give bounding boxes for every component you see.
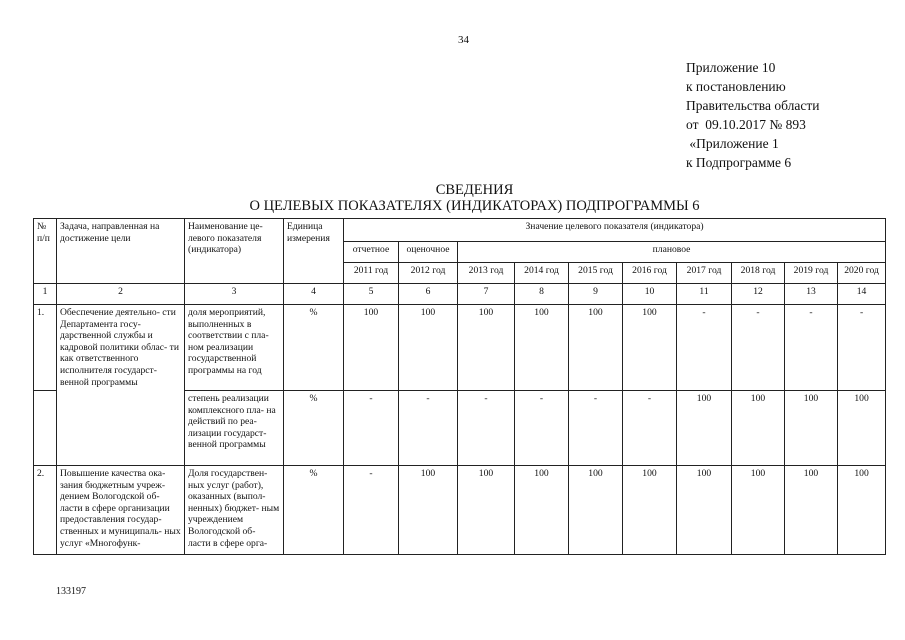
row-number: 2. xyxy=(34,466,57,555)
column-number: 2 xyxy=(57,284,185,305)
value-cell: 100 xyxy=(677,391,732,466)
header-value-group: Значение целевого показателя (индикатора) xyxy=(344,219,886,242)
value-cell: 100 xyxy=(344,305,399,391)
value-cell: 100 xyxy=(623,466,677,555)
value-cell: 100 xyxy=(677,466,732,555)
value-cell: 100 xyxy=(399,305,458,391)
appendix-line: к Подпрограмме 6 xyxy=(686,155,792,170)
value-cell: - xyxy=(838,305,886,391)
appendix-line: к постановлению xyxy=(686,79,786,94)
appendix-line: от 09.10.2017 № 893 xyxy=(686,117,806,132)
header-estimated: оценочное xyxy=(399,242,458,263)
value-cell: 100 xyxy=(732,391,785,466)
column-number: 6 xyxy=(399,284,458,305)
value-cell: 100 xyxy=(399,466,458,555)
value-cell: 100 xyxy=(515,466,569,555)
appendix-line: Правительства области xyxy=(686,98,820,113)
value-cell: - xyxy=(344,391,399,466)
document-subtitle: О ЦЕЛЕВЫХ ПОКАЗАТЕЛЯХ (ИНДИКАТОРАХ) ПОДПРОГРАММЫ 6 xyxy=(249,198,700,214)
header-year: 2011 год xyxy=(344,263,399,284)
header-year: 2013 год xyxy=(458,263,515,284)
document-title: СВЕДЕНИЯ xyxy=(435,182,514,198)
value-cell: - xyxy=(677,305,732,391)
value-cell: - xyxy=(623,391,677,466)
column-number: 8 xyxy=(515,284,569,305)
value-cell: 100 xyxy=(838,391,886,466)
column-number-row xyxy=(34,284,886,305)
indicator-cell: степень реализации комплексного пла- на действий по реа- лизации государст- венной программы xyxy=(185,391,284,466)
value-cell: 100 xyxy=(785,391,838,466)
value-cell: - xyxy=(458,391,515,466)
value-cell: - xyxy=(344,466,399,555)
value-cell: 100 xyxy=(569,305,623,391)
value-cell: - xyxy=(785,305,838,391)
header-year: 2017 год xyxy=(677,263,732,284)
value-cell: 100 xyxy=(458,305,515,391)
header-year: 2020 год xyxy=(838,263,886,284)
indicator-cell: доля мероприятий, выполненных в соответствии с пла- ном реализации государственной программы на год xyxy=(185,305,284,391)
header-year: 2019 год xyxy=(785,263,838,284)
column-number: 7 xyxy=(458,284,515,305)
column-number: 14 xyxy=(838,284,886,305)
value-cell: - xyxy=(515,391,569,466)
header-year: 2012 год xyxy=(399,263,458,284)
task-cell: Обеспечение деятельно- сти Департамента госу- дарственной службы и кадровой политики облас- ти как ответственного исполнителя государст- венной программы xyxy=(57,305,185,466)
header-no: № п/п xyxy=(34,219,57,284)
indicators-table xyxy=(33,218,886,555)
column-number: 13 xyxy=(785,284,838,305)
header-year: 2018 год xyxy=(732,263,785,284)
footer-code: 133197 xyxy=(56,586,86,597)
header-year: 2014 год xyxy=(515,263,569,284)
table-row xyxy=(34,305,886,391)
column-number: 3 xyxy=(185,284,284,305)
unit-cell: % xyxy=(284,305,344,391)
header-reported: отчетное xyxy=(344,242,399,263)
column-number: 5 xyxy=(344,284,399,305)
value-cell: 100 xyxy=(838,466,886,555)
appendix-line: «Приложение 1 xyxy=(686,136,779,151)
value-cell: 100 xyxy=(458,466,515,555)
value-cell: 100 xyxy=(785,466,838,555)
column-number: 4 xyxy=(284,284,344,305)
header-task: Задача, направленная на достижение цели xyxy=(57,219,185,284)
value-cell: - xyxy=(569,391,623,466)
row-number: 1. xyxy=(34,305,57,391)
header-unit: Единица измерения xyxy=(284,219,344,284)
table-row xyxy=(34,466,886,555)
value-cell: - xyxy=(399,391,458,466)
header-year: 2015 год xyxy=(569,263,623,284)
header-year: 2016 год xyxy=(623,263,677,284)
task-cell: Повышение качества ока- зания бюджетным учреж- дением Вологодской об- ласти в сфере организации предоставления государ- ственных и муниципаль- ных услуг «Многофунк- xyxy=(57,466,185,555)
column-number: 11 xyxy=(677,284,732,305)
column-number: 12 xyxy=(732,284,785,305)
column-number: 10 xyxy=(623,284,677,305)
unit-cell: % xyxy=(284,391,344,466)
value-cell: 100 xyxy=(515,305,569,391)
column-number: 1 xyxy=(34,284,57,305)
column-number: 9 xyxy=(569,284,623,305)
row-number xyxy=(34,391,57,466)
value-cell: 100 xyxy=(732,466,785,555)
header-planned: плановое xyxy=(458,242,886,263)
value-cell: 100 xyxy=(623,305,677,391)
indicator-cell: Доля государствен- ных услуг (работ), оказанных (выпол- ненных) бюджет- ным учреждением Вологодской об- ласти в сфере орга- xyxy=(185,466,284,555)
header-indicator: Наименование це- левого показателя (индикатора) xyxy=(185,219,284,284)
appendix-line: Приложение 10 xyxy=(686,60,776,75)
value-cell: 100 xyxy=(569,466,623,555)
page-number: 34 xyxy=(458,34,469,46)
unit-cell: % xyxy=(284,466,344,555)
value-cell: - xyxy=(732,305,785,391)
